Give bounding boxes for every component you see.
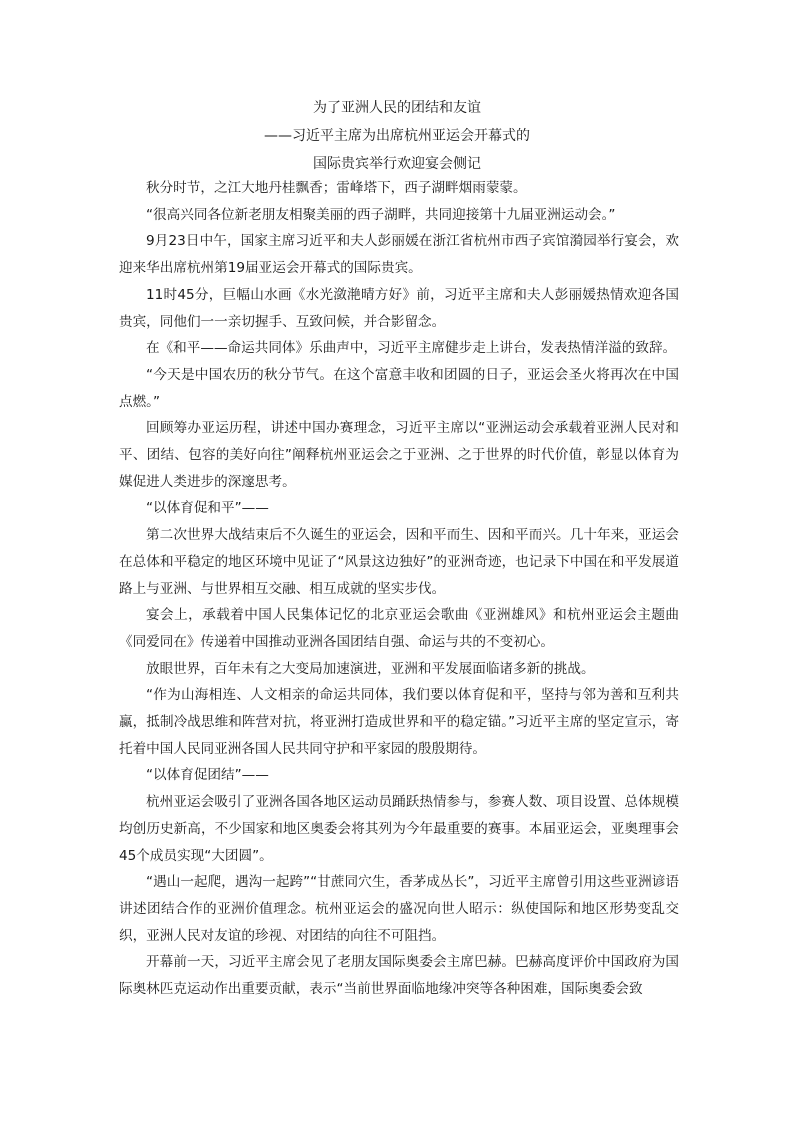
paragraph: 回顾筹办亚运历程，讲述中国办赛理念，习近平主席以“亚洲运动会承载着亚洲人民对和平、团结、包容的美好向往”阐释杭州亚运会之于亚洲、之于世界的时代价值，彰显以体育为媒促进人类进步的深邃思考。	[119, 420, 679, 490]
article-title	[0, 94, 794, 178]
paragraph: 宴会上，承载着中国人民集体记忆的北京亚运会歌曲《亚洲雄风》和杭州亚运会主题曲《同爱同在》传递着中国推动亚洲各国团结自强、命运与共的不变初心。	[119, 607, 679, 650]
paragraph: “作为山海相连、人文相亲的命运共同体，我们要以体育促和平，坚持与邻为善和互利共赢，抵制冷战思维和阵营对抗，将亚洲打造成世界和平的稳定锚。”习近平主席的坚定宣示，寄托着中国人民同亚洲各国人民共同守护和平家园的殷殷期待。	[119, 687, 679, 757]
article-body	[119, 175, 679, 1003]
paragraph: 放眼世界，百年未有之大变局加速演进，亚洲和平发展面临诸多新的挑战。	[146, 660, 595, 677]
title-line-2: ——习近平主席为出席杭州亚运会开幕式的	[264, 128, 530, 144]
paragraph: 杭州亚运会吸引了亚洲各国各地区运动员踊跃热情参与，参赛人数、项目设置、总体规模均创历史新高，不少国家和地区奥委会将其列为今年最重要的赛事。本届亚运会，亚奥理事会45个成员实现“大团圆”。	[119, 794, 679, 864]
section-heading: “以体育促和平”——	[146, 500, 269, 517]
paragraph: “很高兴同各位新老朋友相聚美丽的西子湖畔，共同迎接第十九届亚洲运动会。”	[146, 206, 616, 223]
paragraph: “遇山一起爬，遇沟一起跨”“甘蔗同穴生，香茅成丛长”，习近平主席曾引用这些亚洲谚语讲述团结合作的亚洲价值理念。杭州亚运会的盛况向世人昭示：纵使国际和地区形势变乱交织，亚洲人民对友谊的珍视、对团结的向往不可阻挡。	[119, 874, 679, 944]
title-line-3: 国际贵宾举行欢迎宴会侧记	[313, 156, 481, 172]
paragraph: 在《和平——命运共同体》乐曲声中，习近平主席健步走上讲台，发表热情洋溢的致辞。	[146, 340, 677, 357]
paragraph: “今天是中国农历的秋分节气。在这个富意丰收和团圆的日子，亚运会圣火将再次在中国点燃。”	[119, 366, 679, 410]
title-line-1: 为了亚洲人民的团结和友谊	[313, 100, 481, 116]
paragraph: 第二次世界大战结束后不久诞生的亚运会，因和平而生、因和平而兴。几十年来，亚运会在总体和平稳定的地区环境中见证了“风景这边独好”的亚洲奇迹，也记录下中国在和平发展道路上与亚洲、与世界相互交融、相互成就的坚实步伐。	[119, 527, 679, 597]
paragraph: 9月23日中午，国家主席习近平和夫人彭丽媛在浙江省杭州市西子宾馆漪园举行宴会，欢迎来华出席杭州第19届亚运会开幕式的国际贵宾。	[119, 233, 679, 277]
paragraph: 开幕前一天，习近平主席会见了老朋友国际奥委会主席巴赫。巴赫高度评价中国政府为国际奥林匹克运动作出重要贡献，表示“当前世界面临地缘冲突等各种困难，国际奥委会致	[119, 954, 679, 998]
paragraph: 秋分时节，之江大地丹桂飘香；雷峰塔下，西子湖畔烟雨蒙蒙。	[146, 180, 527, 196]
paragraph: 11时45分，巨幅山水画《水光潋滟晴方好》前，习近平主席和夫人彭丽媛热情欢迎各国贵宾，同他们一一亲切握手、互致问候，并合影留念。	[119, 286, 679, 330]
section-heading: “以体育促团结”——	[146, 767, 269, 784]
